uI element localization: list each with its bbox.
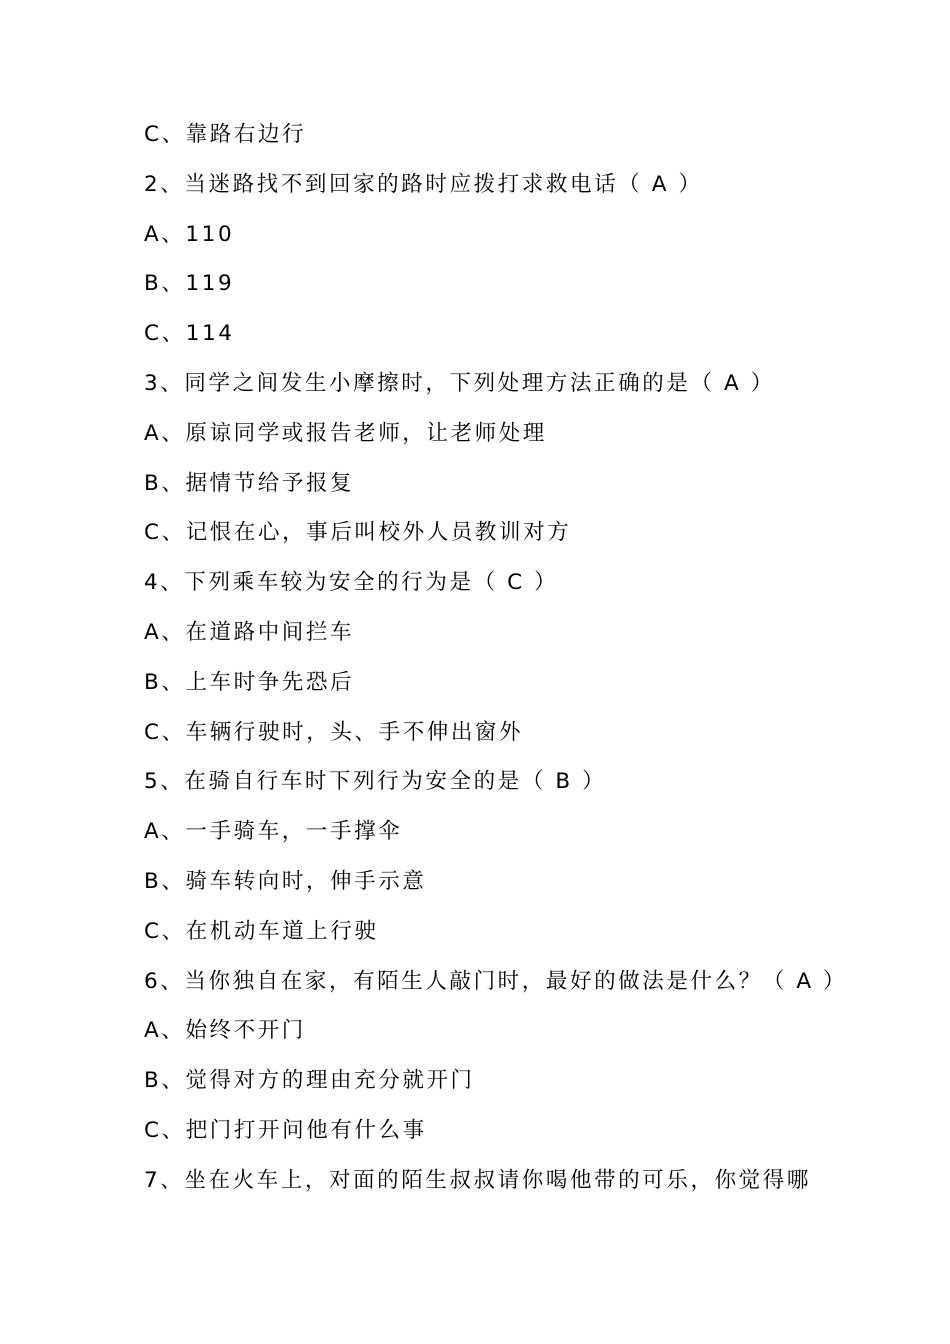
option-line: A、110 [144, 221, 235, 247]
option-line: A、原谅同学或报告老师，让老师处理 [144, 420, 547, 446]
question-line: 6、当你独自在家，有陌生人敲门时，最好的做法是什么？（ A ） [144, 968, 848, 994]
option-line: B、骑车转向时，伸手示意 [144, 868, 427, 894]
option-line: C、记恨在心，事后叫校外人员教训对方 [144, 520, 572, 546]
question-line: 2、当迷路找不到回家的路时应拨打求救电话（ A ） [144, 171, 703, 197]
option-line: B、119 [144, 271, 235, 297]
option-line: B、上车时争先恐后 [144, 669, 355, 695]
option-line: C、车辆行驶时，头、手不伸出窗外 [144, 719, 524, 745]
option-line: B、据情节给予报复 [144, 470, 355, 496]
question-line: 7、坐在火车上，对面的陌生叔叔请你喝他带的可乐，你觉得哪 [144, 1167, 811, 1193]
option-line: C、把门打开问他有什么事 [144, 1117, 427, 1143]
option-line: C、114 [144, 321, 235, 347]
question-line: 5、在骑自行车时下列行为安全的是（ B ） [144, 769, 607, 795]
document-text [144, 110, 848, 1206]
option-line: A、一手骑车，一手撑伞 [144, 819, 403, 845]
question-line: 4、下列乘车较为安全的行为是（ C ） [144, 570, 559, 596]
option-line: A、在道路中间拦车 [144, 619, 355, 645]
option-line: C、靠路右边行 [144, 122, 307, 147]
question-line: 3、同学之间发生小摩擦时，下列处理方法正确的是（ A ） [144, 370, 775, 396]
option-line: C、在机动车道上行驶 [144, 918, 379, 944]
option-line: B、觉得对方的理由充分就开门 [144, 1068, 475, 1094]
option-line: A、始终不开门 [144, 1018, 306, 1044]
